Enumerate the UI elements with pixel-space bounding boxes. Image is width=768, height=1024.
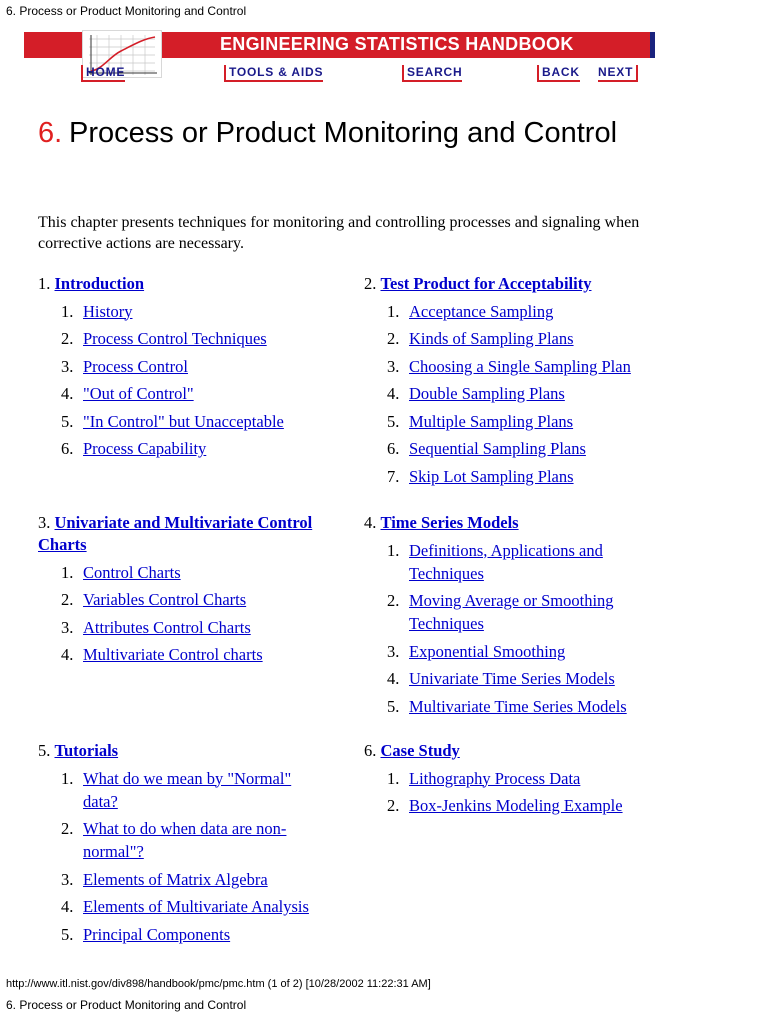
section-control-charts	[38, 512, 338, 666]
subsection-link[interactable]: Box-Jenkins Modeling Example	[409, 796, 623, 815]
item-number: 1.	[61, 768, 74, 788]
item-number: 4.	[61, 645, 74, 664]
section-number: 3.	[38, 513, 51, 532]
section-test-product	[364, 273, 664, 488]
item-number: 3.	[61, 617, 74, 637]
item-number: 1.	[61, 562, 74, 582]
list-item	[364, 327, 664, 350]
item-number: 3.	[387, 641, 400, 661]
list-item	[364, 465, 664, 488]
item-number: 5.	[61, 411, 74, 431]
item-number: 5.	[387, 696, 400, 716]
subsection-link[interactable]: Exponential Smoothing	[409, 641, 566, 661]
back-button[interactable]: BACK	[537, 65, 580, 82]
section-heading	[364, 740, 664, 762]
section-tutorials	[38, 740, 328, 946]
subsection-link[interactable]: History	[83, 301, 133, 321]
section-introduction	[38, 273, 338, 460]
subsection-link[interactable]: Process Control	[83, 356, 188, 376]
item-number: 7.	[387, 466, 400, 486]
subsection-link[interactable]: Kinds of Sampling Plans	[409, 329, 574, 348]
section-link[interactable]: Time Series Models	[380, 513, 519, 532]
item-number: 6.	[387, 439, 400, 458]
list-item	[38, 923, 328, 946]
list-item	[38, 327, 338, 350]
chapter-intro: This chapter presents techniques for monitoring and controlling processes and signaling when corrective actions are necessary.	[38, 214, 640, 252]
section-link[interactable]: Case Study	[380, 741, 460, 760]
list-item	[364, 539, 654, 585]
tools-aids-button[interactable]: TOOLS & AIDS	[224, 65, 323, 82]
item-number: 1.	[387, 540, 400, 560]
section-heading	[38, 273, 338, 295]
list-item	[364, 667, 654, 690]
item-number: 2.	[61, 590, 74, 609]
subsection-link[interactable]: Attributes Control Charts	[83, 617, 251, 637]
subsection-list	[364, 300, 664, 488]
list-item	[38, 300, 338, 323]
list-item	[364, 640, 654, 663]
subsection-link[interactable]: Variables Control Charts	[83, 590, 247, 609]
subsection-list	[38, 767, 328, 946]
subsection-link[interactable]: Multivariate Time Series Models	[409, 696, 627, 716]
footer-url: http://www.itl.nist.gov/div898/handbook/pmc/pmc.htm (1 of 2) [10/28/2002 11:22:31 AM]	[6, 978, 431, 990]
list-item	[38, 355, 338, 378]
subsection-list	[38, 300, 338, 461]
section-number: 2.	[364, 274, 377, 293]
list-item	[364, 437, 664, 460]
page-title	[38, 115, 638, 151]
home-button[interactable]: HOME	[81, 65, 125, 82]
section-heading	[38, 512, 338, 556]
subsection-link[interactable]: Process Capability	[83, 439, 207, 458]
list-item	[38, 767, 313, 813]
subsection-link[interactable]: Acceptance Sampling	[409, 301, 554, 321]
subsection-link[interactable]: Double Sampling Plans	[409, 384, 565, 403]
subsection-link[interactable]: Choosing a Single Sampling Plan	[409, 356, 631, 376]
item-number: 5.	[61, 924, 74, 944]
section-link[interactable]: Introduction	[54, 274, 145, 293]
list-item	[38, 643, 338, 666]
list-item	[38, 561, 338, 584]
section-number: 5.	[38, 741, 51, 760]
chapter-number: 6.	[38, 117, 63, 149]
section-link[interactable]: Test Product for Acceptability	[380, 274, 592, 293]
handbook-banner	[24, 32, 650, 58]
item-number: 4.	[61, 897, 74, 916]
list-item	[364, 355, 664, 378]
item-number: 1.	[387, 768, 400, 788]
list-item	[38, 895, 328, 918]
section-number: 1.	[38, 274, 51, 293]
list-item	[38, 382, 338, 405]
list-item	[364, 382, 664, 405]
item-number: 2.	[61, 819, 74, 838]
subsection-link[interactable]: Principal Components	[83, 924, 231, 944]
item-number: 4.	[387, 669, 400, 688]
list-item	[38, 437, 338, 460]
subsection-link[interactable]: Multiple Sampling Plans	[409, 411, 574, 431]
subsection-link[interactable]: Sequential Sampling Plans	[409, 439, 586, 458]
subsection-link[interactable]: Univariate Time Series Models	[409, 669, 615, 688]
list-item	[364, 767, 664, 790]
item-number: 3.	[61, 356, 74, 376]
section-number: 6.	[364, 741, 377, 760]
subsection-list	[364, 767, 664, 818]
chapter-title: Process or Product Monitoring and Control	[69, 117, 618, 149]
section-heading	[38, 740, 328, 762]
section-time-series	[364, 512, 654, 718]
next-button[interactable]: NEXT	[598, 65, 638, 82]
item-number: 1.	[61, 301, 74, 321]
subsection-link[interactable]: Definitions, Applications and Techniques	[409, 540, 603, 583]
subsection-link[interactable]: Elements of Matrix Algebra	[83, 869, 268, 889]
item-number: 4.	[61, 384, 74, 403]
handbook-title: ENGINEERING STATISTICS HANDBOOK	[220, 34, 574, 54]
item-number: 2.	[387, 329, 400, 348]
list-item	[364, 300, 664, 323]
subsection-link[interactable]: Lithography Process Data	[409, 768, 581, 788]
section-link[interactable]: Tutorials	[54, 741, 119, 760]
subsection-link[interactable]: Skip Lot Sampling Plans	[409, 466, 574, 486]
item-number: 2.	[387, 591, 400, 610]
subsection-link[interactable]: "Out of Control"	[83, 384, 194, 403]
item-number: 2.	[387, 796, 400, 815]
item-number: 3.	[387, 356, 400, 376]
subsection-link[interactable]: Elements of Multivariate Analysis	[83, 897, 309, 916]
item-number: 4.	[387, 384, 400, 403]
search-button[interactable]: SEARCH	[402, 65, 462, 82]
section-number: 4.	[364, 513, 377, 532]
list-item	[38, 588, 338, 611]
footer-title: 6. Process or Product Monitoring and Control	[6, 998, 247, 1012]
list-item	[38, 616, 338, 639]
item-number: 5.	[387, 411, 400, 431]
subsection-link[interactable]: What do we mean by "Normal" data?	[83, 768, 292, 811]
browser-header-title: 6. Process or Product Monitoring and Control	[6, 4, 247, 18]
item-number: 2.	[61, 329, 74, 348]
list-item	[364, 794, 664, 817]
list-item	[38, 410, 338, 433]
section-case-study	[364, 740, 664, 817]
section-link[interactable]: Univariate and Multivariate Control Charts	[38, 513, 313, 554]
list-item	[364, 410, 664, 433]
list-item	[364, 589, 654, 635]
subsection-link[interactable]: Process Control Techniques	[83, 329, 267, 348]
subsection-list	[364, 539, 654, 718]
subsection-link[interactable]: "In Control" but Unacceptable	[83, 411, 284, 431]
subsection-link[interactable]: Moving Average or Smoothing Techniques	[409, 591, 614, 633]
section-heading	[364, 273, 664, 295]
subsection-link[interactable]: Multivariate Control charts	[83, 645, 263, 664]
subsection-list	[38, 561, 338, 667]
item-number: 1.	[387, 301, 400, 321]
list-item	[364, 695, 654, 718]
item-number: 6.	[61, 439, 74, 458]
section-heading	[364, 512, 654, 534]
list-item	[38, 868, 328, 891]
item-number: 3.	[61, 869, 74, 889]
subsection-link[interactable]: Control Charts	[83, 562, 181, 582]
subsection-link[interactable]: What to do when data are non-normal"?	[83, 819, 287, 861]
list-item	[38, 817, 313, 863]
banner-endcap	[650, 32, 655, 58]
